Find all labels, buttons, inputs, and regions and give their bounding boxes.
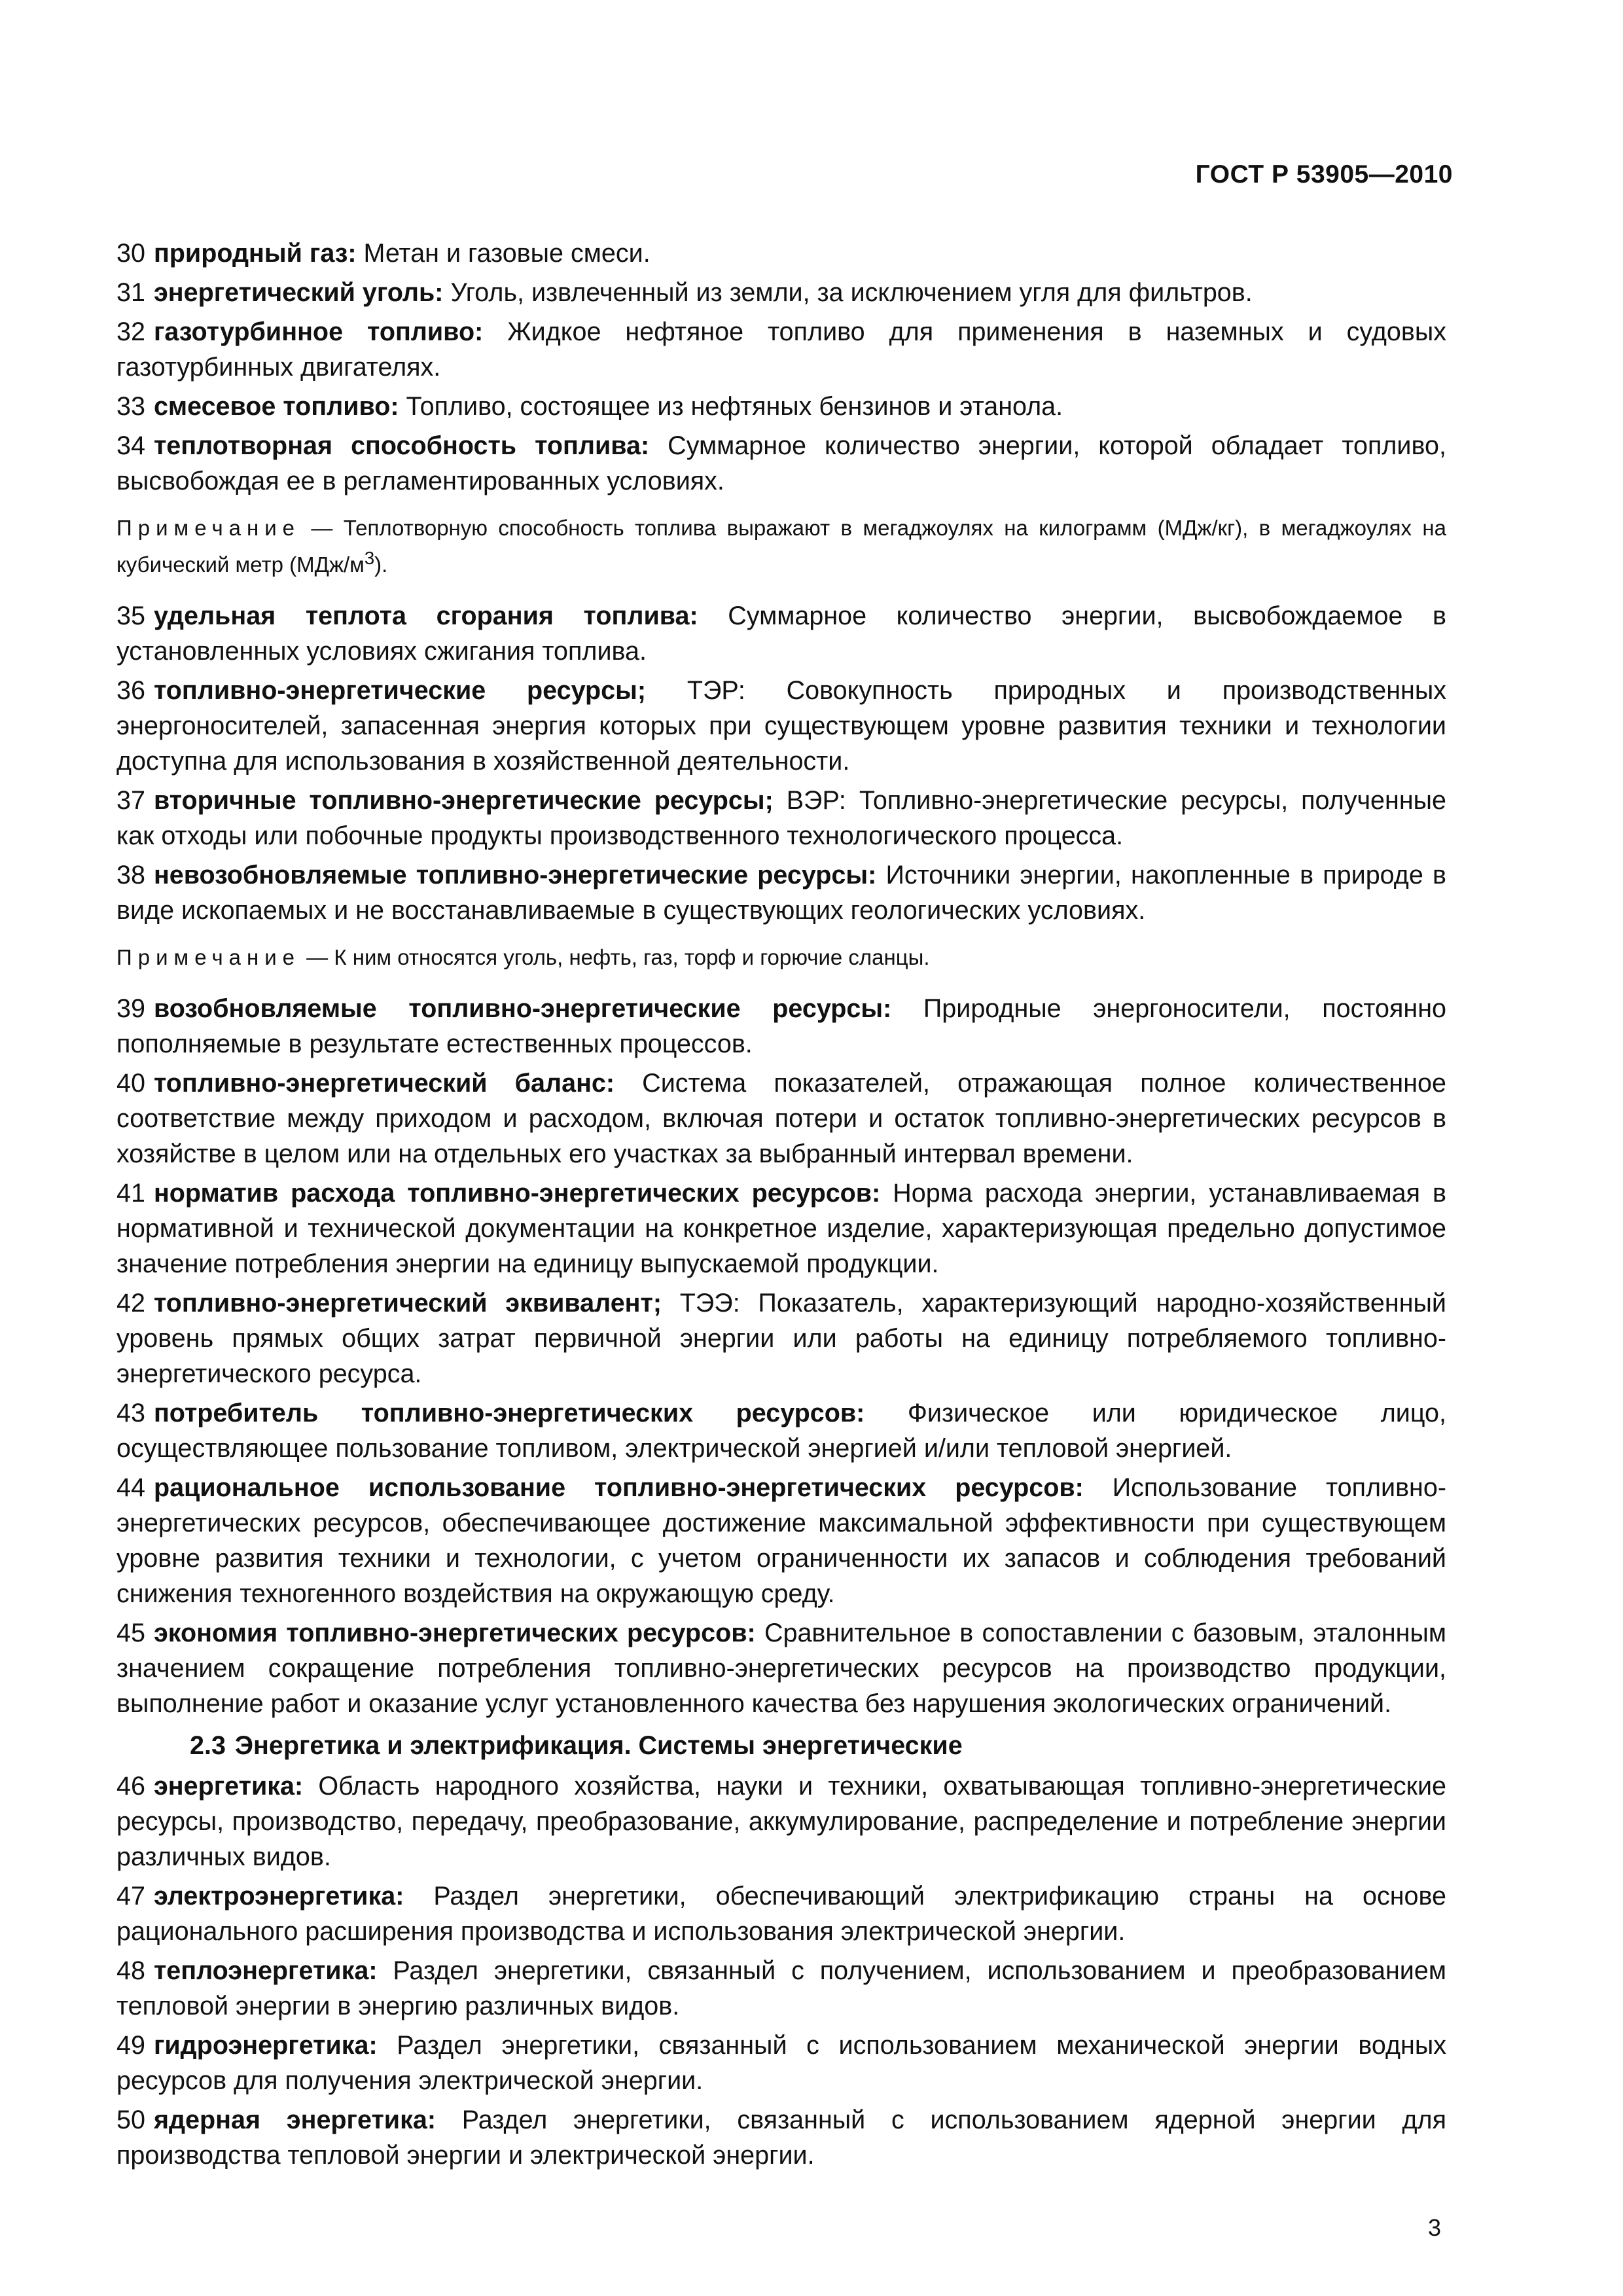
- entry-number: 41: [116, 1179, 145, 1208]
- term-definition: Область народного хозяйства, науки и техники, охватывающая топливно-энергетические ресурсы, производство, передачу, преобразование, аккумулирование, распределение и потребление энергии различных видов.: [116, 1772, 1446, 1871]
- term-definition: Суммарное количество энергии, которой обладает топливо, высвобождая ее в регламентированных условиях.: [116, 431, 1446, 495]
- term-definition: Метан и газовые смеси.: [356, 239, 651, 268]
- document-header: ГОСТ Р 53905—2010: [1195, 160, 1453, 188]
- term-entry: [116, 783, 1446, 853]
- term-name: топливно-энергетический баланс:: [153, 1069, 615, 1098]
- term-definition: ТЭЭ: Показатель, характеризующий народно-хозяйственный уровень прямых общих затрат первичной энергии или работы на единицу потребляемого топливно-энергетического ресурса.: [116, 1289, 1446, 1388]
- term-entry: [116, 991, 1446, 1062]
- term-name: топливно-энергетические ресурсы;: [153, 676, 646, 705]
- entry-number: 47: [116, 1882, 145, 1910]
- entry-number: 50: [116, 2106, 145, 2134]
- term-definition: Источники энергии, накопленные в природе в виде ископаемых и не восстанавливаемые в существующих геологических условиях.: [116, 861, 1446, 925]
- term-name: теплотворная способность топлива:: [153, 431, 650, 460]
- entry-number: 31: [116, 278, 145, 307]
- term-definition: Раздел энергетики, обеспечивающий электрификацию страны на основе рационального расширения производства и использования электрической энергии.: [116, 1882, 1446, 1946]
- note-label: Примечание: [116, 516, 301, 540]
- entry-number: 44: [116, 1473, 145, 1502]
- term-entry: [116, 1953, 1446, 2024]
- term-name: потребитель топливно-энергетических ресурсов:: [153, 1399, 865, 1427]
- term-definition: Раздел энергетики, связанный с использованием механической энергии водных ресурсов для получения электрической энергии.: [116, 2031, 1446, 2095]
- entry-number: 39: [116, 994, 145, 1023]
- term-entry: [116, 2028, 1446, 2098]
- document-body: [116, 236, 1446, 2177]
- entry-number: 46: [116, 1772, 145, 1801]
- term-name: топливно-энергетический эквивалент;: [153, 1289, 662, 1318]
- entry-number: 45: [116, 1619, 145, 1647]
- term-name: теплоэнергетика:: [153, 1956, 378, 1985]
- entry-number: 38: [116, 861, 145, 889]
- term-name: гидроэнергетика:: [153, 2031, 378, 2060]
- term-entry: [116, 1285, 1446, 1391]
- term-name: электроэнергетика:: [153, 1882, 404, 1910]
- term-name: энергетический уголь:: [153, 278, 444, 307]
- term-entry: [116, 1175, 1446, 1282]
- note-tail: ).: [374, 552, 388, 577]
- term-entry: [116, 1878, 1446, 1949]
- term-definition: Сравнительное в сопоставлении с базовым, эталонным значением сокращение потребления топливно-энергетических ресурсов на производство продукции, выполнение работ и оказание услуг установленного качества без нарушения экологических ограничений.: [116, 1619, 1446, 1718]
- term-entry: [116, 598, 1446, 669]
- term-definition: Система показателей, отражающая полное количественное соответствие между приходом и расходом, включая потери и остаток топливно-энергетических ресурсов в хозяйстве в целом или на отдельных его участках за выбранный интервал времени.: [116, 1069, 1446, 1168]
- entry-number: 34: [116, 431, 145, 460]
- term-definition: Жидкое нефтяное топливо для применения в наземных и судовых газотурбинных двигателях.: [116, 317, 1446, 382]
- term-entry: [116, 857, 1446, 928]
- term-entry: [116, 1768, 1446, 1874]
- section-title: Энергетика и электрификация. Системы энергетические: [234, 1731, 963, 1760]
- term-name: экономия топливно-энергетических ресурсов:: [153, 1619, 756, 1647]
- note-1: [116, 513, 1446, 580]
- term-name: удельная теплота сгорания топлива:: [153, 601, 698, 630]
- term-entry: [116, 236, 1446, 271]
- entry-number: 49: [116, 2031, 145, 2060]
- term-definition: Суммарное количество энергии, высвобождаемое в установленных условиях сжигания топлива.: [116, 601, 1447, 666]
- term-entry: [116, 1470, 1446, 1611]
- term-name: вторичные топливно-энергетические ресурсы;: [153, 786, 774, 815]
- term-list-a: [116, 236, 1446, 499]
- term-definition: Раздел энергетики, связанный с использованием ядерной энергии для производства тепловой энергии и электрической энергии.: [116, 2106, 1446, 2170]
- note-text: — К ним относятся уголь, нефть, газ, торф и горючие сланцы.: [300, 945, 930, 969]
- term-list-d: [116, 1768, 1446, 2173]
- note-text: — Теплотворную способность топлива выражают в мегаджоулях на килограмм (МДж/кг), в мегаджоулях на кубический метр (МДж/м: [116, 516, 1446, 577]
- term-list-c: [116, 991, 1446, 1721]
- term-name: природный газ:: [153, 239, 357, 268]
- term-definition: Топливо, состоящее из нефтяных бензинов и этанола.: [399, 392, 1063, 421]
- entry-number: 35: [116, 601, 145, 630]
- term-name: рациональное использование топливно-энергетических ресурсов:: [153, 1473, 1084, 1502]
- term-name: ядерная энергетика:: [153, 2106, 436, 2134]
- term-name: невозобновляемые топливно-энергетические ресурсы:: [153, 861, 877, 889]
- term-definition: Уголь, извлеченный из земли, за исключением угля для фильтров.: [443, 278, 1253, 307]
- term-entry: [116, 1066, 1446, 1172]
- term-entry: [116, 2102, 1446, 2173]
- term-name: возобновляемые топливно-энергетические ресурсы:: [153, 994, 892, 1023]
- term-definition: ВЭР: Топливно-энергетические ресурсы, полученные как отходы или побочные продукты производственного технологического процесса.: [116, 786, 1446, 850]
- note-label: Примечание: [116, 945, 301, 969]
- entry-number: 37: [116, 786, 145, 815]
- term-name: энергетика:: [153, 1772, 304, 1801]
- term-entry: [116, 389, 1446, 424]
- term-definition: Природные энергоносители, постоянно пополняемые в результате естественных процессов.: [116, 994, 1446, 1058]
- section-number: 2.3: [190, 1731, 226, 1760]
- term-definition: Использование топливно-энергетических ресурсов, обеспечивающее достижение максимальной эффективности при существующем уровне развития техники и технологии, с учетом ограниченности их запасов и соблюдения требований снижения техногенного воздействия на окружающую среду.: [116, 1473, 1446, 1608]
- term-entry: [116, 673, 1446, 779]
- term-definition: Раздел энергетики, связанный с получением, использованием и преобразованием тепловой энергии в энергию различных видов.: [116, 1956, 1446, 2020]
- page-number: 3: [1427, 2214, 1441, 2241]
- section-heading: [116, 1728, 1446, 1763]
- term-definition: ТЭР: Совокупность природных и производственных энергоносителей, запасенная энергия которых при существующем уровне развития техники и технологии доступна для использования в хозяйственной деятельности.: [116, 676, 1446, 776]
- term-list-b: [116, 598, 1446, 928]
- term-name: газотурбинное топливо:: [153, 317, 484, 346]
- term-definition: Физическое или юридическое лицо, осуществляющее пользование топливом, электрической энергией и/или тепловой энергией.: [116, 1399, 1446, 1463]
- term-entry: [116, 1395, 1446, 1466]
- entry-number: 30: [116, 239, 145, 268]
- entry-number: 43: [116, 1399, 145, 1427]
- entry-number: 32: [116, 317, 145, 346]
- entry-number: 40: [116, 1069, 145, 1098]
- entry-number: 33: [116, 392, 145, 421]
- term-entry: [116, 1615, 1446, 1721]
- note-2: [116, 942, 1446, 973]
- entry-number: 42: [116, 1289, 145, 1318]
- entry-number: 36: [116, 676, 145, 705]
- term-name: смесевое топливо:: [153, 392, 399, 421]
- term-entry: [116, 314, 1446, 385]
- note-superscript: 3: [364, 548, 375, 568]
- term-name: норматив расхода топливно-энергетических ресурсов:: [153, 1179, 881, 1208]
- term-definition: Норма расхода энергии, устанавливаемая в нормативной и технической документации на конкретное изделие, характеризующая предельно допустимое значение потребления энергии на единицу выпускаемой продукции.: [116, 1179, 1446, 1278]
- entry-number: 48: [116, 1956, 145, 1985]
- term-entry: [116, 275, 1446, 310]
- term-entry: [116, 428, 1446, 499]
